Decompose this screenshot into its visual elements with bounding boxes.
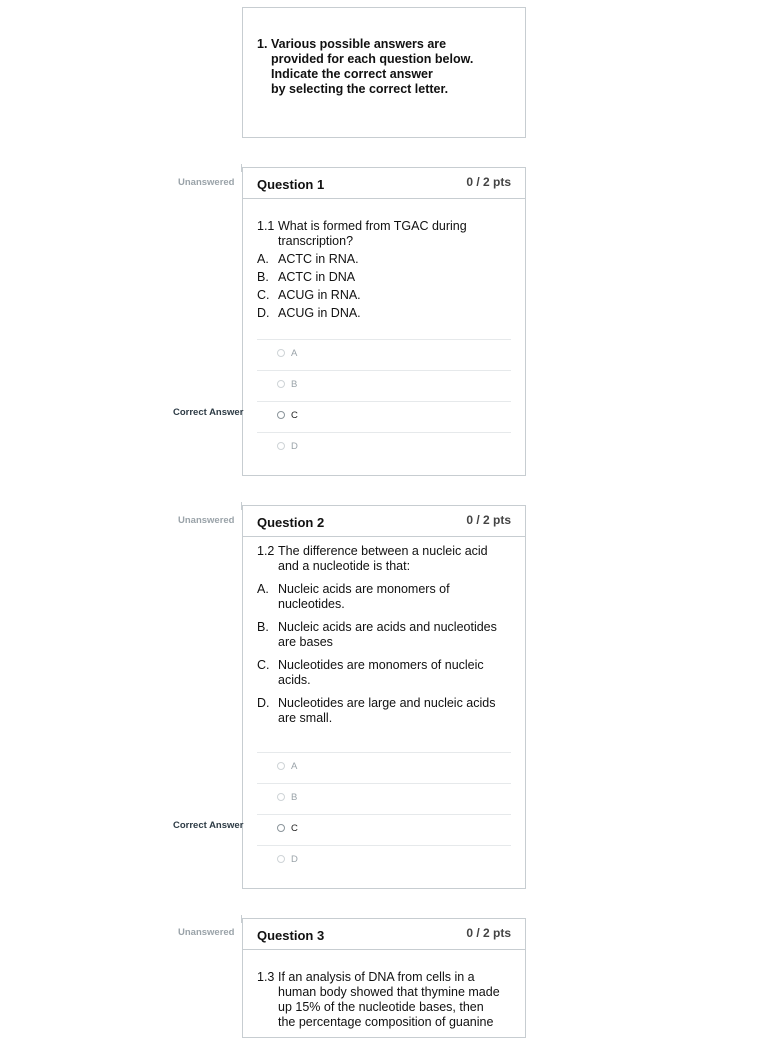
question-status: Unanswered [178, 927, 235, 938]
instructions-line: provided for each question below. [271, 52, 474, 66]
instructions-line: Indicate the correct answer [271, 67, 433, 81]
question-stem-line: What is formed from TGAC during [278, 219, 467, 233]
radio-button[interactable] [277, 855, 285, 863]
question-number: 1.2 [257, 544, 275, 558]
instructions-number: 1. [257, 37, 268, 51]
option-b: B. ACTC in DNA [257, 270, 356, 284]
option-c: C. Nucleotides are monomers of nucleic acids. [257, 658, 484, 687]
question-stem-line: transcription? [278, 234, 354, 248]
instructions-text [257, 37, 473, 97]
correct-answer-label: Correct Answer [173, 820, 244, 831]
answer-option-c[interactable]: C [257, 401, 511, 432]
question-stem-line: If an analysis of DNA from cells in a [278, 970, 475, 984]
question-number: 1.3 [257, 970, 275, 984]
question-title: Question 1 [257, 177, 325, 192]
question-title: Question 2 [257, 515, 325, 530]
radio-button[interactable] [277, 442, 285, 450]
option-b: B. Nucleic acids are acids and nucleotides are bases [257, 620, 497, 649]
answer-list [257, 752, 511, 876]
answer-option-a[interactable]: A [257, 752, 511, 783]
answer-option-a[interactable]: A [257, 339, 511, 370]
question-1-card [242, 167, 526, 476]
instructions-box [242, 7, 526, 138]
radio-button[interactable] [277, 824, 285, 832]
question-status: Unanswered [178, 177, 235, 188]
question-header [243, 919, 525, 950]
question-stem-line: human body showed that thymine made [278, 985, 500, 999]
radio-button[interactable] [277, 793, 285, 801]
question-points: 0 / 2 pts [466, 926, 511, 940]
question-text [257, 970, 513, 1030]
option-d: D. Nucleotides are large and nucleic acids are small. [257, 696, 496, 725]
question-stem-line: the percentage composition of guanine [278, 1015, 494, 1029]
option-d: D. ACUG in DNA. [257, 306, 361, 320]
question-stem-line: and a nucleotide is that: [278, 559, 411, 573]
question-header [243, 168, 525, 199]
question-points: 0 / 2 pts [466, 175, 511, 189]
question-stem-line: up 15% of the nucleotide bases, then [278, 1000, 484, 1014]
answer-list [257, 339, 511, 463]
answer-option-b[interactable]: B [257, 370, 511, 401]
radio-button[interactable] [277, 411, 285, 419]
instructions-line: by selecting the correct letter. [271, 82, 449, 96]
radio-button[interactable] [277, 349, 285, 357]
question-number: 1.1 [257, 219, 275, 233]
question-text [257, 544, 513, 726]
answer-option-d[interactable]: D [257, 432, 511, 463]
option-a: A. Nucleic acids are monomers of nucleotides. [257, 582, 450, 611]
correct-answer-label: Correct Answer [173, 407, 244, 418]
question-points: 0 / 2 pts [466, 513, 511, 527]
question-status: Unanswered [178, 515, 235, 526]
answer-option-d[interactable]: D [257, 845, 511, 876]
question-title: Question 3 [257, 928, 325, 943]
question-header [243, 506, 525, 537]
answer-option-b[interactable]: B [257, 783, 511, 814]
option-c: C. ACUG in RNA. [257, 288, 361, 302]
question-stem-line: The difference between a nucleic acid [278, 544, 488, 558]
radio-button[interactable] [277, 380, 285, 388]
radio-button[interactable] [277, 762, 285, 770]
question-2-card [242, 505, 526, 889]
option-a: A. ACTC in RNA. [257, 252, 359, 266]
question-text [257, 219, 513, 321]
answer-option-c[interactable]: C [257, 814, 511, 845]
instructions-line: Various possible answers are [271, 37, 447, 51]
question-3-card [242, 918, 526, 1038]
